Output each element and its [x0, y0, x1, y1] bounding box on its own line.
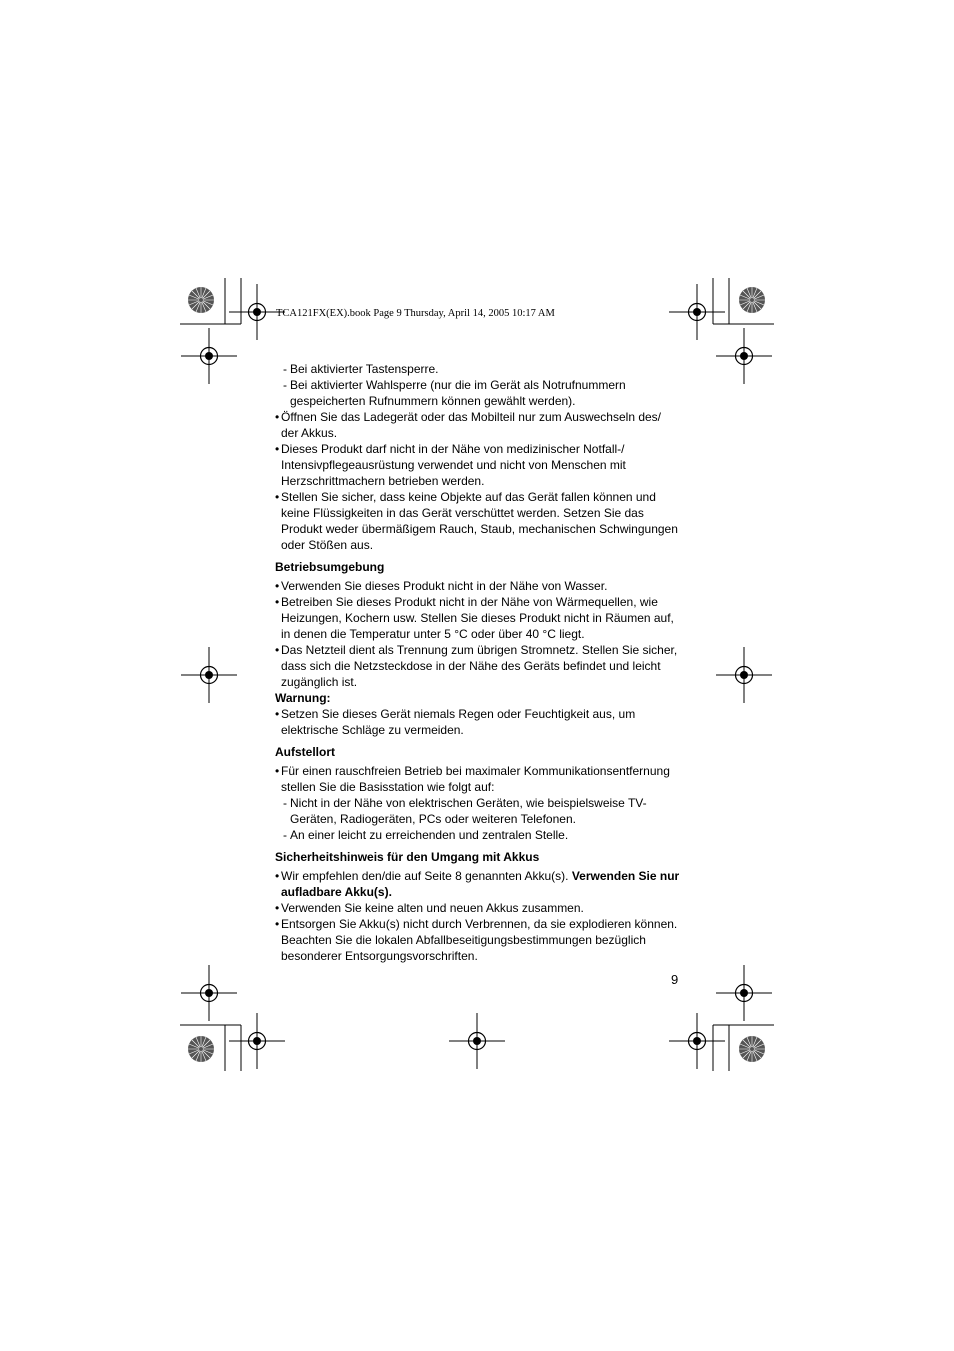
- list-item: • Öffnen Sie das Ladegerät oder das Mobilteil nur zum Auswechseln des/ der Akkus.: [275, 410, 662, 440]
- print-header-line: TCA121FX(EX).book Page 9 Thursday, April 14, 2005 10:17 AM: [276, 308, 555, 319]
- list-item: - An einer leicht zu erreichenden und zentralen Stelle.: [283, 828, 569, 842]
- section-heading-aufstellort: Aufstellort: [275, 745, 335, 759]
- list-item: • Dieses Produkt darf nicht in der Nähe von medizinischer Notfall-/ Intensivpflegeausrüstung verwendet und nicht von Menschen mit Herzschrittmachern betrieben werden.: [275, 442, 626, 488]
- list-item: • Stellen Sie sicher, dass keine Objekte auf das Gerät fallen können und keine Flüssigkeiten in das Gerät verschüttet werden. Setzen Sie das Produkt weder übermäßigem Rauch, Staub, mechanischen Schwingungen oder Stößen aus.: [275, 490, 678, 552]
- warning-label: Warnung:: [275, 691, 331, 705]
- list-item: • Betreiben Sie dieses Produkt nicht in der Nähe von Wärmequellen, wie Heizungen, Kochern usw. Stellen Sie dieses Produkt nicht in Räumen auf, in denen die Temperatur unter 5 °C oder über 40 °C liegt.: [275, 595, 674, 641]
- list-item: - Bei aktivierter Tastensperre.: [283, 362, 439, 376]
- list-item: • Verwenden Sie keine alten und neuen Akkus zusammen.: [275, 901, 584, 915]
- list-item: • Entsorgen Sie Akku(s) nicht durch Verbrennen, da sie explodieren können. Beachten Sie die lokalen Abfallbeseitigungsbestimmungen bezüglich besonderer Entsorgungsvorschriften.: [275, 917, 678, 963]
- page-content: [275, 361, 680, 964]
- bold-instruction: Verwenden Sie nur aufladbare Akku(s).: [281, 869, 680, 899]
- list-item: - Nicht in der Nähe von elektrischen Geräten, wie beispielsweise TV-Geräten, Radiogeräten, PCs oder weiteren Telefonen.: [283, 796, 647, 826]
- list-item: • Setzen Sie dieses Gerät niemals Regen oder Feuchtigkeit aus, um elektrische Schläge zu vermeiden.: [275, 707, 636, 737]
- section-heading-akkus: Sicherheitshinweis für den Umgang mit Akkus: [275, 850, 540, 864]
- list-item: - Bei aktivierter Wahlsperre (nur die im Gerät als Notrufnummern gespeicherten Rufnummern können gewählt werden).: [283, 378, 626, 408]
- list-item: • Das Netzteil dient als Trennung zum übrigen Stromnetz. Stellen Sie sicher, dass sich die Netzsteckdose in der Nähe des Geräts befindet und leicht zugänglich ist.: [275, 643, 678, 689]
- list-item: • Verwenden Sie dieses Produkt nicht in der Nähe von Wasser.: [275, 579, 608, 593]
- list-item: • Für einen rauschfreien Betrieb bei maximaler Kommunikationsentfernung stellen Sie die Basisstation wie folgt auf:: [275, 764, 670, 794]
- page-number: 9: [671, 972, 679, 987]
- list-item: • Wir empfehlen den/die auf Seite 8 genannten Akku(s). Verwenden Sie nur aufladbare Akku(s).: [275, 869, 680, 899]
- section-heading-betriebsumgebung: Betriebsumgebung: [275, 560, 385, 574]
